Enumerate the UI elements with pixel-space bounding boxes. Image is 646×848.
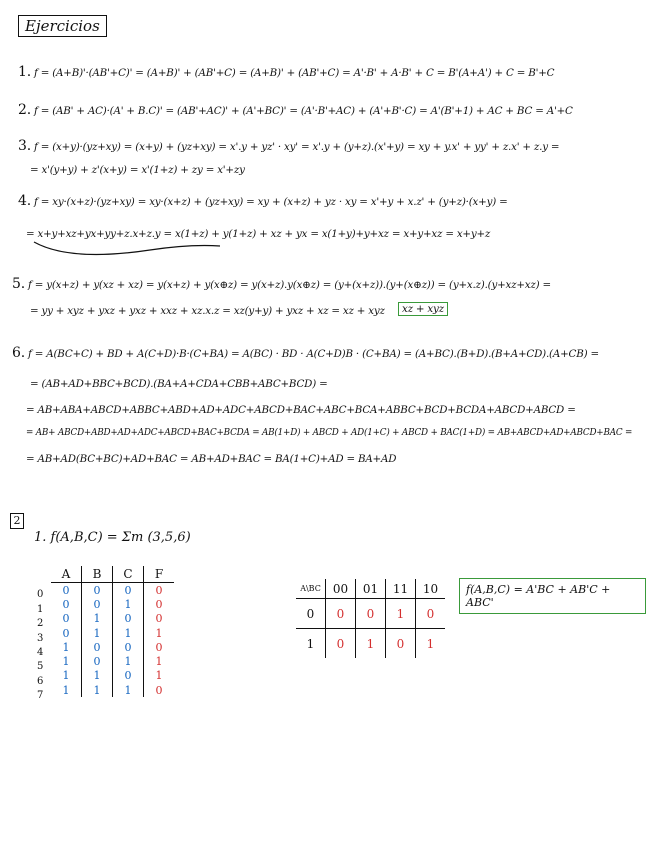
- kmap-column-header: 00: [326, 579, 356, 599]
- exercise-6-line-3: = AB+ABA+ABCD+ABBC+ABD+AD+ADC+ABCD+BAC+ABC+BCA+ABBC+BCD+BCDA+ABCD+ABCD =: [26, 404, 576, 416]
- kmap-column-header: 10: [416, 579, 446, 599]
- table-cell: 1: [144, 669, 175, 683]
- row-index: 3: [37, 633, 44, 644]
- exercise-line: f = y(x+z) + y(xz + xz) = y(x+z) + y(x⊕z) = y(x+z).y(x⊕z) = (y+(x+z)).(y+(x⊕z)) = (y+x.z).(y+xz+xz) =: [28, 279, 551, 291]
- exercise-number: 4.: [18, 193, 31, 209]
- exercise-3: [18, 138, 559, 154]
- result-expression: f(A,B,C) = A'BC + AB'C + ABC': [459, 578, 646, 614]
- grouping-arc-mark: [30, 240, 230, 260]
- table-row: [51, 669, 174, 683]
- table-row: [51, 612, 174, 626]
- exercise-line: = yy + xyz + yxz + yxz + xxz + xz.x.z = xz(y+y) + yxz + xz = xz + xyz: [30, 305, 385, 317]
- table-cell: 0: [144, 683, 175, 697]
- section-2-heading: 1. f(A,B,C) = Σm (3,5,6): [34, 530, 191, 545]
- table-cell: 1: [113, 654, 144, 668]
- table-cell: 0: [144, 612, 175, 626]
- kmap-column-header: 01: [356, 579, 386, 599]
- table-cell: 0: [62, 626, 70, 640]
- kmap-header-row: [296, 579, 445, 599]
- row-index: 0: [37, 589, 44, 600]
- table-row: [51, 583, 174, 598]
- exercise-1: [18, 64, 554, 80]
- exercise-6-line-2: = (AB+AD+BBC+BCD).(BA+A+CDA+CBB+ABC+BCD) =: [30, 378, 328, 390]
- kmap-cell: 1: [416, 629, 446, 659]
- kmap-cell: 1: [386, 599, 416, 629]
- table-cell: 1: [113, 597, 144, 611]
- table-cell: 0: [82, 597, 113, 611]
- table-cell: 1: [113, 683, 144, 697]
- kmap-row-label: 0: [296, 599, 326, 629]
- column-header: F: [144, 566, 175, 583]
- exercise-3-line-2: = x'(y+y) + z'(x+y) = x'(1+z) + zy = x'+zy: [30, 164, 245, 176]
- table-cell: 1: [144, 654, 175, 668]
- table-cell: 0: [62, 583, 70, 597]
- table-cell: 0: [144, 597, 175, 611]
- table-cell: 0: [113, 640, 144, 654]
- truth-table: [51, 566, 174, 697]
- table-cell: 0: [144, 640, 175, 654]
- kmap-cell: 0: [416, 599, 446, 629]
- table-row: [51, 597, 174, 611]
- table-cell: 1: [62, 655, 70, 669]
- row-index: 1: [37, 604, 44, 615]
- page-title: Ejercicios: [18, 15, 107, 37]
- exercise-2: [18, 102, 573, 118]
- section-2-marker: 2: [10, 513, 24, 529]
- row-index: 7: [37, 690, 44, 701]
- table-cell: 0: [62, 597, 70, 611]
- table-cell: 1: [82, 683, 113, 697]
- kmap-row-label: 1: [306, 636, 315, 651]
- row-index: 2: [37, 618, 44, 629]
- row-index: 5: [37, 661, 44, 672]
- table-cell: 1: [82, 626, 113, 640]
- table-cell: 0: [113, 669, 144, 683]
- exercise-number: 1.: [18, 64, 31, 80]
- column-header: B: [82, 566, 113, 583]
- exercise-4: [18, 193, 508, 209]
- exercise-6-line-5: = AB+AD(BC+BC)+AD+BAC = AB+AD+BAC = BA(1+C)+AD = BA+AD: [26, 453, 397, 465]
- kmap-cell: 1: [356, 629, 386, 659]
- table-cell: 0: [113, 583, 144, 598]
- column-header: C: [113, 566, 144, 583]
- boxed-answer: xz + xyz: [398, 302, 448, 316]
- row-index: 6: [37, 676, 44, 687]
- table-cell: 1: [62, 669, 70, 683]
- kmap-column-header: 11: [386, 579, 416, 599]
- kmap-row: [296, 629, 445, 659]
- table-cell: 0: [144, 583, 175, 598]
- exercise-number: 2.: [18, 102, 31, 118]
- exercise-line: f = (x+y)·(yz+xy) = (x+y) + (yz+xy) = x'.y + yz' · xy' = x'.y + (y+z).(x'+y) = xy + y.x' + yy' + z.x' + z.y =: [34, 141, 560, 153]
- table-cell: 0: [82, 583, 113, 598]
- table-cell: 0: [82, 640, 113, 654]
- truth-table-header: [51, 566, 174, 583]
- column-header: A: [51, 566, 82, 583]
- table-cell: 1: [62, 683, 70, 697]
- table-row: [51, 654, 174, 668]
- kmap-corner-label: A\BC: [296, 579, 326, 599]
- exercise-5-answer: [398, 303, 448, 315]
- table-row: [51, 640, 174, 654]
- table-cell: 1: [82, 612, 113, 626]
- exercise-number: 5.: [12, 276, 25, 292]
- kmap-cell: 0: [356, 599, 386, 629]
- table-cell: 0: [82, 654, 113, 668]
- exercise-6-line-4: = AB+ ABCD+ABD+AD+ADC+ABCD+BAC+BCDA = AB(1+D) + ABCD + AD(1+C) + ABCD + BAC(1+D) = AB+ABCD+AD+ABCD+BAC =: [26, 428, 633, 438]
- row-index: 4: [37, 647, 44, 658]
- exercise-line: f = xy·(x+z)·(yz+xy) = xy·(x+z) + (yz+xy) = xy + (x+z) + yz · xy = x'+y + x.z' + (y+z)·(x+y) =: [34, 196, 508, 208]
- kmap-row: [296, 599, 445, 629]
- table-cell: 1: [113, 626, 144, 640]
- table-cell: 0: [62, 612, 70, 626]
- table-cell: 1: [62, 640, 70, 654]
- exercise-line: f = (AB' + AC)·(A' + B.C)' = (AB'+AC)' + (A'+BC)' = (A'·B'+AC) + (A'+B'·C) = A'(B'+1) + AC + BC = A'+C: [34, 105, 573, 117]
- table-row: [51, 683, 174, 697]
- exercise-5-line-2: [30, 305, 385, 317]
- exercise-number: 3.: [18, 138, 31, 154]
- exercise-line: f = A(BC+C) + BD + A(C+D)·B·(C+BA) = A(BC) · BD · A(C+D)B · (C+BA) = (A+BC).(B+D).(B+A+CD).(A+CB) =: [28, 348, 599, 360]
- kmap-cell: 0: [386, 629, 416, 659]
- karnaugh-map: [296, 579, 445, 658]
- exercise-number: 6.: [12, 345, 25, 361]
- table-cell: 1: [144, 626, 175, 640]
- exercise-5: [12, 276, 551, 292]
- exercise-6: [12, 345, 599, 361]
- table-cell: 0: [113, 612, 144, 626]
- table-row: [51, 626, 174, 640]
- exercise-4-line-2: = x+y+xz+yx+yy+z.x+z.y = x(1+z) + y(1+z) + xz + yx = x(1+y)+y+xz = x+y+xz = x+y+z: [26, 228, 491, 240]
- table-cell: 1: [82, 669, 113, 683]
- kmap-cell: 0: [326, 599, 356, 629]
- kmap-cell: 0: [326, 629, 356, 659]
- exercise-line: f = (A+B)'·(AB'+C)' = (A+B)' + (AB'+C) = (A+B)' + (AB'+C) = A'·B' + A·B' + C = B'(A+A') + C = B'+C: [34, 67, 555, 79]
